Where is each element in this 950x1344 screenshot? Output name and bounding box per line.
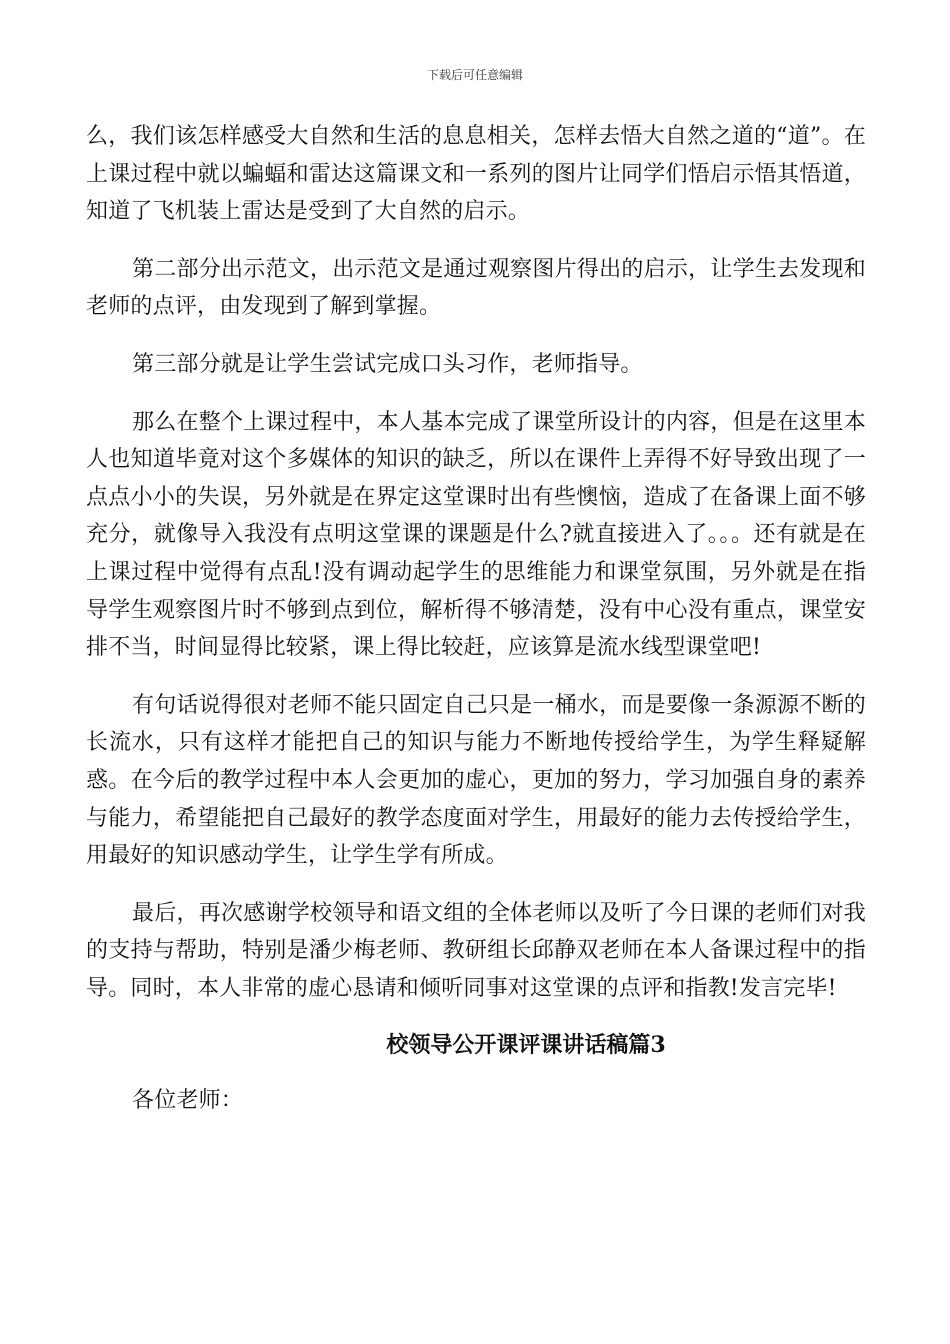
paragraph-part-three: 第三部分就是让学生尝试完成口头习作，老师指导。: [132, 351, 643, 377]
section-title: 校领导公开课评课讲话稿篇3: [386, 1032, 666, 1059]
paragraph-aspiration: 有句话说得很对老师不能只固定自己只是一桶水，而是要像一条源源不断的长流水，只有这样才能把自己的知识与能力不断地传授给学生，为学生释疑解惑。在今后的教学过程中本人会更加的虚心，更加的努力，学习加强自身的素养与能力，希望能把自己最好的教学态度面对学生，用最好的能力去传授给学生，用最好的知识感动学生，让学生学有所成。: [86, 692, 866, 869]
paragraph-part-two: 第二部分出示范文，出示范文是通过观察图片得出的启示，让学生去发现和老师的点评，由发现到了解到掌握。: [86, 256, 866, 320]
header-note: 下载后可任意编辑: [426, 68, 523, 82]
document-body: [86, 118, 866, 1140]
paragraph-continuation: 么，我们该怎样感受大自然和生活的息息相关，怎样去悟大自然之道的“道”。在上课过程中就以蝙蝠和雷达这篇课文和一系列的图片让同学们悟启示悟其悟道，知道了飞机装上雷达是受到了大自然的启示。: [86, 124, 866, 225]
paragraph-thanks: 最后，再次感谢学校领导和语文组的全体老师以及听了今日课的老师们对我的支持与帮助，特别是潘少梅老师、教研组长邱静双老师在本人备课过程中的指导。同时，本人非常的虚心恳请和倾听同事对这堂课的点评和指教!发言完毕!: [86, 900, 866, 1001]
paragraph-reflection: 那么在整个上课过程中，本人基本完成了课堂所设计的内容，但是在这里本人也知道毕竟对这个多媒体的知识的缺乏，所以在课件上弄得不好导致出现了一点点小小的失误，另外就是在界定这堂课时出有些懊恼，造成了在备课上面不够充分，就像导入我没有点明这堂课的课题是什么?就直接进入了。。。还有就是在上课过程中觉得有点乱!没有调动起学生的思维能力和课堂氛围，另外就是在指导学生观察图片时不够到点到位，解析得不够清楚，没有中心没有重点，课堂安排不当，时间显得比较紧，课上得比较赶，应该算是流水线型课堂吧!: [86, 409, 866, 661]
salutation: 各位老师：: [132, 1088, 244, 1114]
